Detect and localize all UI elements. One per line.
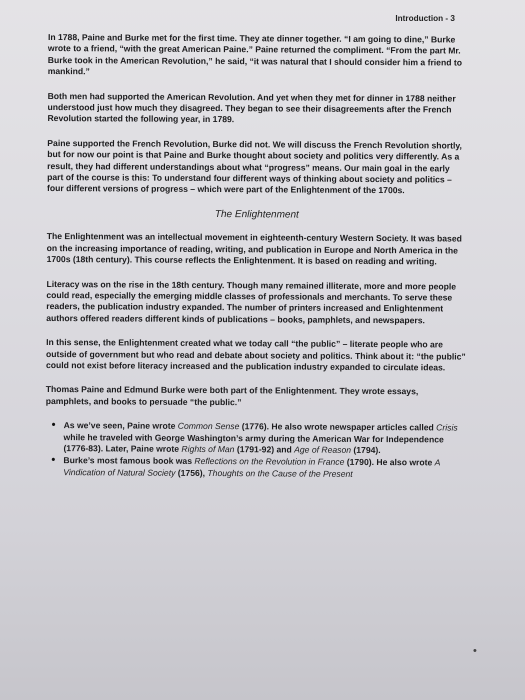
paragraph-4: The Enlightenment was an intellectual movement in eighteenth-century Western Society. It was based on the increasing importance of reading, writing, and publication in Europe and North America in the 1700s (18th century). This course reflects the Enlightenment. It is based on reading and writing. (46, 231, 462, 267)
page-content (45, 32, 468, 482)
paragraph-1: In 1788, Paine and Burke met for the first time. They ate dinner together. “I am going to dine,” Burke wrote to a friend, “with the great American Paine.” Paine returned the compliment. “From the part Mr. Burke took in the American Revolution,” he said, “it was natural that I should consider him a friend to mankind.” (47, 32, 463, 77)
bullet-text: while he traveled with George Washington’s army during the American War for Independence (1776-83). Later, Paine wrote (63, 431, 444, 454)
book-title: Age of Reason (294, 444, 352, 455)
paragraph-6: In this sense, the Enlightenment created what we today call “the public” – literate people who are outside of government but who read and debate about society and politics. Think about it: “the public” could not exist before literacy increased and the publication industry expanded to circulate ideas. (45, 337, 466, 373)
paragraph-5: Literacy was on the rise in the 18th century. Though many remained illiterate, more and more people could read, especially the emerging middle classes of professionals and merchants. To serve these readers, the publication industry expanded. The number of printers increased and Enlightenment authors offered readers different kinds of publications – books, pamphlets, and newspapers. (46, 278, 457, 326)
book-title: Reflections on the Revolution in France (194, 456, 345, 468)
paragraph-2: Both men had supported the American Revolution. And yet when they met for dinner in 1788 neither understood just how much they disagreed. They began to see their disagreements after the French Revolution started the following year, in 1789. (47, 90, 456, 125)
bullet-text: As we’ve seen, Paine wrote (63, 420, 178, 431)
section-title: The Enlightenment (214, 208, 299, 221)
paragraph-7: Thomas Paine and Edmund Burke were both part of the Enlightenment. They wrote essays, pamphlets, and books to persuade “the public.” (45, 384, 419, 407)
paragraph-3: Paine supported the French Revolution, Burke did not. We will discuss the French Revolution shortly, but for now our point is that Paine and Burke thought about society and politics very differently. As a result, they had different understandings about what “progress” means. Our main goal in the early part of the course is this: To understand four different ways of thinking about society and politics – four different versions of progress – which were part of the Enlightenment of the 1700s. (47, 137, 462, 196)
bullet-text: (1794). (351, 444, 381, 456)
bullet-text: (1776). He also wrote newspaper articles called (239, 421, 437, 433)
book-title: Crisis (436, 422, 458, 433)
bullet-text: Burke’s most famous book was (63, 455, 195, 467)
book-title: Rights of Man (181, 443, 235, 455)
bullet-list (45, 420, 465, 481)
book-title: Thoughts on the Cause of the Present (207, 467, 353, 479)
arrow-mark-icon: • (473, 645, 477, 657)
book-title: Common Sense (177, 420, 240, 432)
bullet-text: (1790). He also wrote (344, 457, 435, 468)
page-header: Introduction - 3 (395, 14, 455, 23)
bullet-text: (1756), (175, 467, 208, 478)
bullet-item-burke (63, 455, 465, 480)
bullet-text: (1791-92) and (234, 444, 295, 455)
bullet-item-paine (63, 420, 465, 457)
book-title: A Vindication of Natural Society (63, 457, 441, 478)
